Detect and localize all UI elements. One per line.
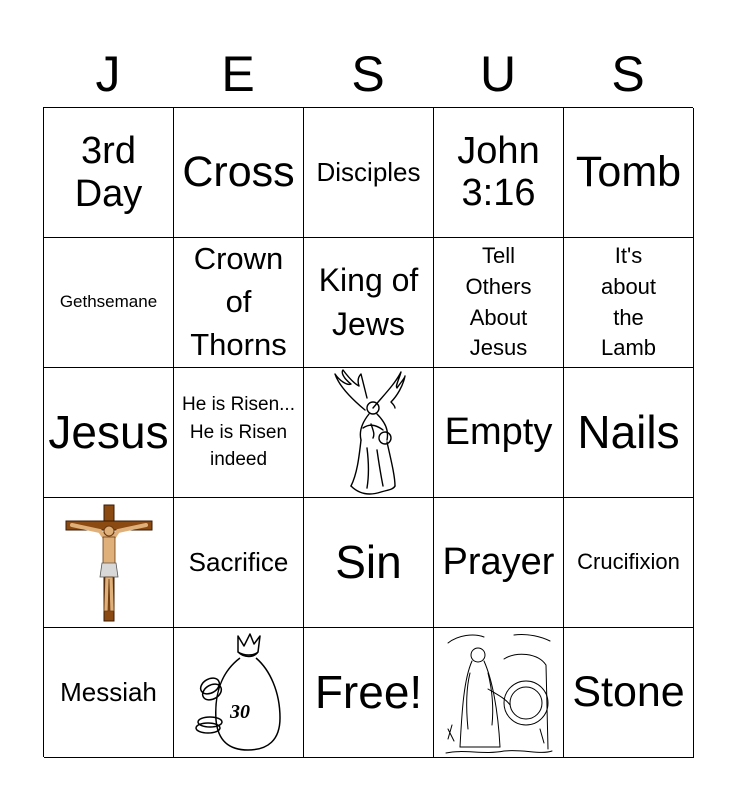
bingo-cell[interactable] xyxy=(434,498,564,628)
cell-text: Messiah xyxy=(60,676,157,707)
cell-text: Crown of Thorns xyxy=(190,241,287,362)
cell-text: It's about the Lamb xyxy=(600,242,657,361)
cell-text: Prayer xyxy=(442,541,555,584)
cell-text: Free! xyxy=(314,666,423,719)
bingo-cell[interactable] xyxy=(434,368,564,498)
bingo-board xyxy=(43,107,693,757)
cell-text: Sin xyxy=(335,536,402,589)
cell-text: King of Jews xyxy=(318,262,419,342)
bingo-cell[interactable] xyxy=(44,108,174,238)
cell-text: Gethsemane xyxy=(59,292,158,312)
header-letter-u: U xyxy=(479,46,517,102)
bingo-cell[interactable] xyxy=(564,368,694,498)
angel-image xyxy=(329,368,409,498)
cell-text: Crucifixion xyxy=(577,549,680,575)
bingo-cell[interactable] xyxy=(434,628,564,758)
bingo-cell[interactable] xyxy=(564,628,694,758)
cell-text: John 3:16 xyxy=(457,130,540,214)
bingo-cell[interactable] xyxy=(564,238,694,368)
header-letter-j: J xyxy=(95,46,121,102)
header-letter-s: S xyxy=(351,46,385,102)
bingo-header xyxy=(43,40,693,108)
cell-text: Tomb xyxy=(575,147,682,196)
cell-text: Stone xyxy=(572,667,685,716)
cell-text: Disciples xyxy=(316,156,421,187)
bingo-cell[interactable] xyxy=(174,108,304,238)
header-letter-s-2: S xyxy=(611,46,645,102)
bingo-cell[interactable] xyxy=(304,628,434,758)
header-letter-e: E xyxy=(221,46,255,102)
cell-text: Nails xyxy=(577,406,680,459)
bingo-cell[interactable] xyxy=(44,238,174,368)
bingo-cell[interactable] xyxy=(174,238,304,368)
crucifix-image xyxy=(64,503,154,623)
cell-text: Sacrifice xyxy=(188,546,289,577)
bingo-cell[interactable] xyxy=(174,368,304,498)
bingo-cell[interactable] xyxy=(174,498,304,628)
bingo-cell[interactable] xyxy=(434,108,564,238)
cell-text: Empty xyxy=(444,411,553,454)
money-bag-label: 30 xyxy=(229,700,250,723)
money-bag-image xyxy=(184,630,294,756)
cell-text: Tell Others About Jesus xyxy=(465,242,532,361)
bingo-cell[interactable] xyxy=(434,238,564,368)
empty-tomb-image xyxy=(444,629,554,757)
cell-text: Jesus xyxy=(48,406,169,459)
bingo-cell[interactable] xyxy=(564,498,694,628)
bingo-cell[interactable] xyxy=(304,108,434,238)
bingo-cell[interactable] xyxy=(44,628,174,758)
bingo-cell[interactable] xyxy=(564,108,694,238)
cell-text: He is Risen... He is Risen indeed xyxy=(182,394,295,471)
bingo-cell[interactable] xyxy=(44,498,174,628)
cell-text: Cross xyxy=(182,147,295,196)
bingo-cell[interactable] xyxy=(304,238,434,368)
bingo-cell[interactable] xyxy=(174,628,304,758)
bingo-cell[interactable] xyxy=(44,368,174,498)
cell-text: 3rd Day xyxy=(74,129,143,215)
bingo-cell[interactable] xyxy=(304,368,434,498)
bingo-cell[interactable] xyxy=(304,498,434,628)
